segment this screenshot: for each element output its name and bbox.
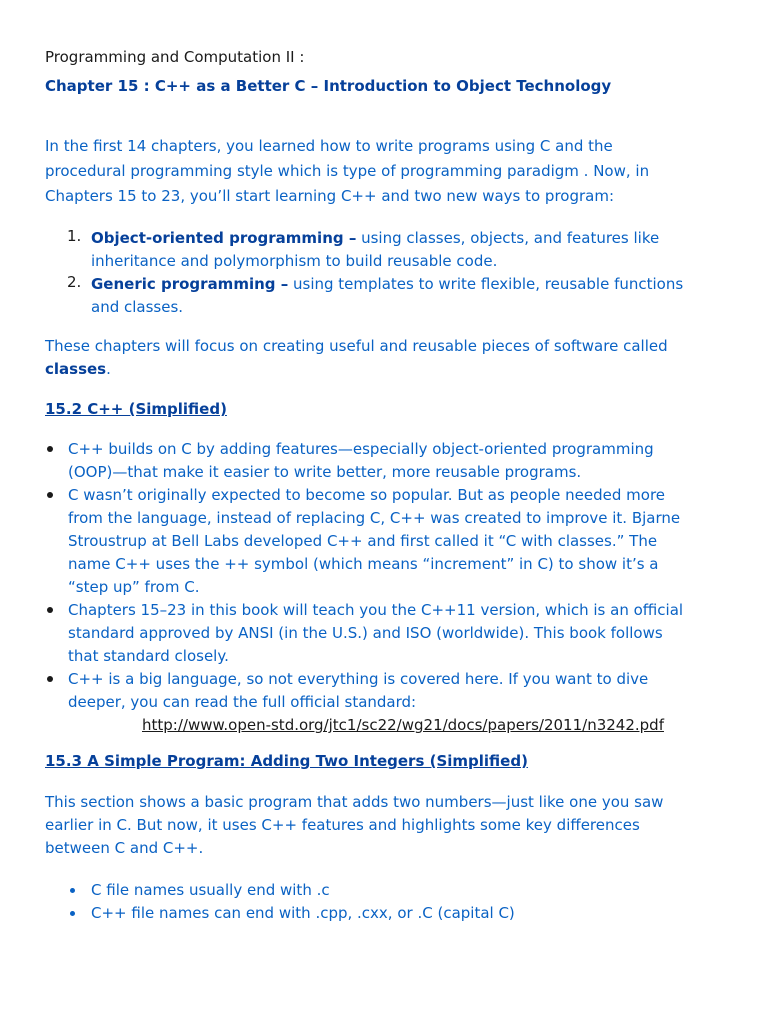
intro-line: In the first 14 chapters, you learned how to write programs using C and the <box>45 137 613 155</box>
bullet-line: from the language, instead of replacing C, C++ was created to improve it. Bjarne <box>68 509 681 527</box>
bullet-icon <box>47 492 53 498</box>
list-item <box>45 668 735 737</box>
course-title: Programming and Computation II : <box>45 48 305 66</box>
section-heading-15-3: 15.3 A Simple Program: Adding Two Integers (Simplified) <box>45 752 528 770</box>
list-term: Generic programming – <box>91 275 289 293</box>
bullet-line: Stroustrup at Bell Labs developed C++ and first called it “C with classes.” The <box>68 532 658 550</box>
bullet-icon <box>47 607 53 613</box>
list-item <box>45 438 735 484</box>
paragraph-period: . <box>106 360 111 378</box>
standard-url-link[interactable]: http://www.open-std.org/jtc1/sc22/wg21/docs/papers/2011/n3242.pdf <box>142 716 664 734</box>
intro-line: procedural programming style which is type of programming paradigm . Now, in <box>45 162 650 180</box>
chapter-title: Chapter 15 : C++ as a Better C – Introduction to Object Technology <box>45 77 612 95</box>
classes-paragraph <box>45 335 735 381</box>
programming-styles-list <box>45 227 735 319</box>
list-text: using templates to write flexible, reusable functions <box>288 275 684 293</box>
bullet-line: C++ file names can end with .cpp, .cxx, or .C (capital C) <box>91 904 515 922</box>
list-item <box>45 227 735 273</box>
bullet-line: name C++ uses the ++ symbol (which means “increment” in C) to show it’s a <box>68 555 659 573</box>
list-term: Object-oriented programming – <box>91 229 357 247</box>
paragraph-line: between C and C++. <box>45 839 204 857</box>
section-15-3-paragraph <box>45 791 735 860</box>
bullet-icon <box>70 888 75 893</box>
bullet-icon <box>47 446 53 452</box>
classes-term: classes <box>45 360 107 378</box>
list-text: inheritance and polymorphism to build reusable code. <box>91 252 498 270</box>
list-item <box>45 273 735 319</box>
list-item <box>45 599 735 668</box>
bullet-line: deeper, you can read the full official standard: <box>68 693 417 711</box>
intro-paragraph <box>45 134 735 209</box>
list-item <box>45 902 735 925</box>
bullet-line: “step up” from C. <box>68 578 200 596</box>
list-number: 1. <box>67 227 82 245</box>
bullet-line: C file names usually end with .c <box>91 881 330 899</box>
paragraph-line: These chapters will focus on creating useful and reusable pieces of software called <box>45 337 668 355</box>
list-number: 2. <box>67 273 82 291</box>
paragraph-line: This section shows a basic program that adds two numbers—just like one you saw <box>45 793 664 811</box>
section-heading-15-2: 15.2 C++ (Simplified) <box>45 400 227 418</box>
bullet-line: Chapters 15–23 in this book will teach you the C++11 version, which is an official <box>68 601 684 619</box>
paragraph-line: earlier in C. But now, it uses C++ features and highlights some key differences <box>45 816 640 834</box>
list-item <box>45 484 735 599</box>
bullet-icon <box>47 676 53 682</box>
bullet-line: that standard closely. <box>68 647 229 665</box>
bullet-line: C++ builds on C by adding features—especially object-oriented programming <box>68 440 654 458</box>
list-text: using classes, objects, and features like <box>356 229 660 247</box>
intro-line: Chapters 15 to 23, you’ll start learning C++ and two new ways to program: <box>45 187 615 205</box>
document-page <box>45 46 735 925</box>
file-extension-list <box>45 879 735 925</box>
bullet-line: C++ is a big language, so not everything is covered here. If you want to dive <box>68 670 649 688</box>
bullet-line: C wasn’t originally expected to become so popular. But as people needed more <box>68 486 666 504</box>
list-text: and classes. <box>91 298 184 316</box>
section-15-2-list <box>45 438 735 737</box>
bullet-line: standard approved by ANSI (in the U.S.) and ISO (worldwide). This book follows <box>68 624 663 642</box>
bullet-line: (OOP)—that make it easier to write better, more reusable programs. <box>68 463 582 481</box>
bullet-icon <box>70 911 75 916</box>
list-item <box>45 879 735 902</box>
